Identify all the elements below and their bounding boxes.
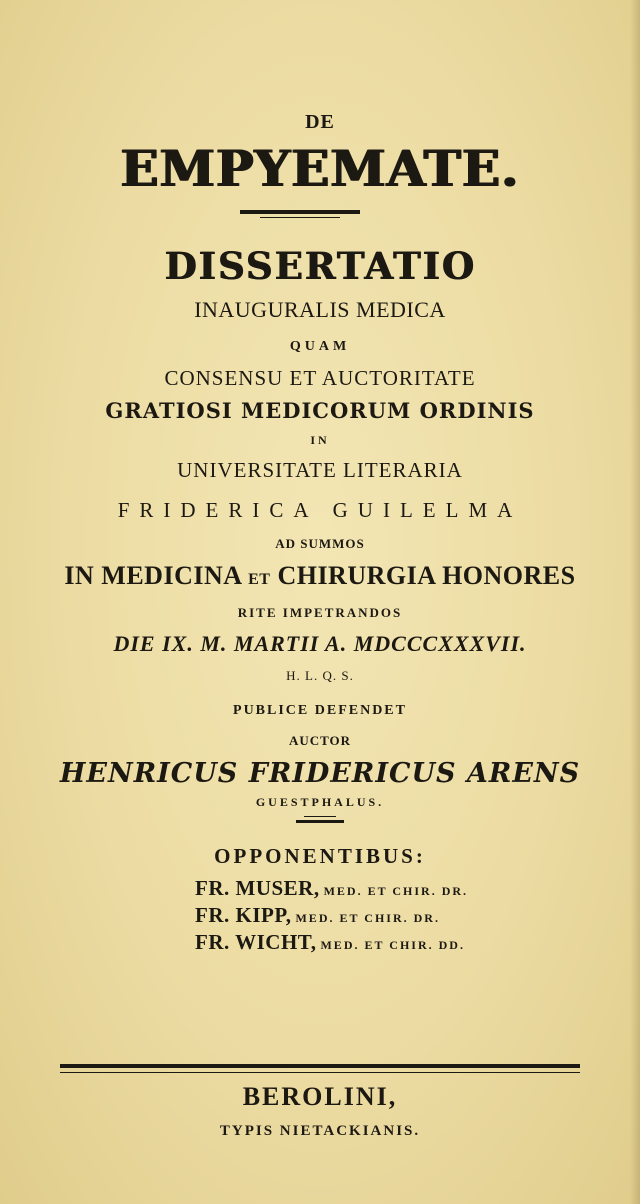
page-edge-shadow [630, 0, 640, 1204]
opponent-name: FR. MUSER, [195, 876, 320, 900]
hlqs-line: H. L. Q. S. [286, 668, 354, 683]
author-origin: GUESTPHALUS. [255, 795, 385, 809]
friderica-line: FRIDERICA GUILELMA [117, 498, 523, 522]
author-name: HENRICUS FRIDERICUS ARENS [59, 758, 581, 789]
opponent-title: MED. ET CHIR. DR. [323, 884, 469, 898]
opponent-row [195, 905, 440, 926]
publice-line: PUBLICE DEFENDET [233, 703, 407, 718]
opponent-title: MED. ET CHIR. DR. [295, 911, 440, 925]
ad-summos-line: AD SUMMOS [275, 536, 365, 551]
et-text: ET [248, 571, 271, 588]
opponent-title: MED. ET CHIR. DD. [320, 938, 465, 952]
gratiosi-line: GRATIOSI MEDICORUM ORDINIS [105, 398, 535, 423]
dissertatio-heading: DISSERTATIO [164, 244, 476, 288]
opponents-heading: OPPONENTIBUS: [214, 844, 426, 868]
in-medicina-text: IN MEDICINA [64, 561, 242, 590]
divider-rule-thick [60, 1064, 580, 1068]
honores-line [0, 563, 640, 589]
ornamental-rule-top-thin [260, 217, 340, 218]
consensu-line: CONSENSU ET AUCTORITATE [164, 366, 476, 390]
chirurgia-text: CHIRURGIA HONORES [277, 561, 576, 590]
rite-line: RITE IMPETRANDOS [237, 605, 403, 620]
date-line: DIE IX. M. MARTII A. MDCCCXXXVII. [113, 631, 527, 656]
main-title: EMPYEMATE. [120, 139, 520, 198]
title-prefix: DE [305, 111, 335, 133]
auctor-line: AUCTOR [288, 733, 352, 748]
imprint-city: BEROLINI, [242, 1082, 398, 1111]
opponent-name: FR. WICHT, [195, 930, 317, 954]
ornamental-rule-mid [296, 820, 344, 823]
ornamental-rule-mid-thin [304, 816, 336, 817]
divider-rule-thin [60, 1072, 580, 1073]
imprint-printer: TYPIS NIETACKIANIS. [219, 1123, 421, 1139]
inauguralis-line: INAUGURALIS MEDICA [194, 297, 446, 322]
opponent-row [195, 932, 465, 953]
opponent-name: FR. KIPP, [195, 903, 292, 927]
quam-line: QUAM [289, 339, 351, 354]
in-line: IN [310, 433, 330, 447]
opponent-row [195, 878, 468, 899]
ornamental-rule-top [240, 210, 360, 214]
universitate-line: UNIVERSITATE LITERARIA [177, 458, 463, 482]
